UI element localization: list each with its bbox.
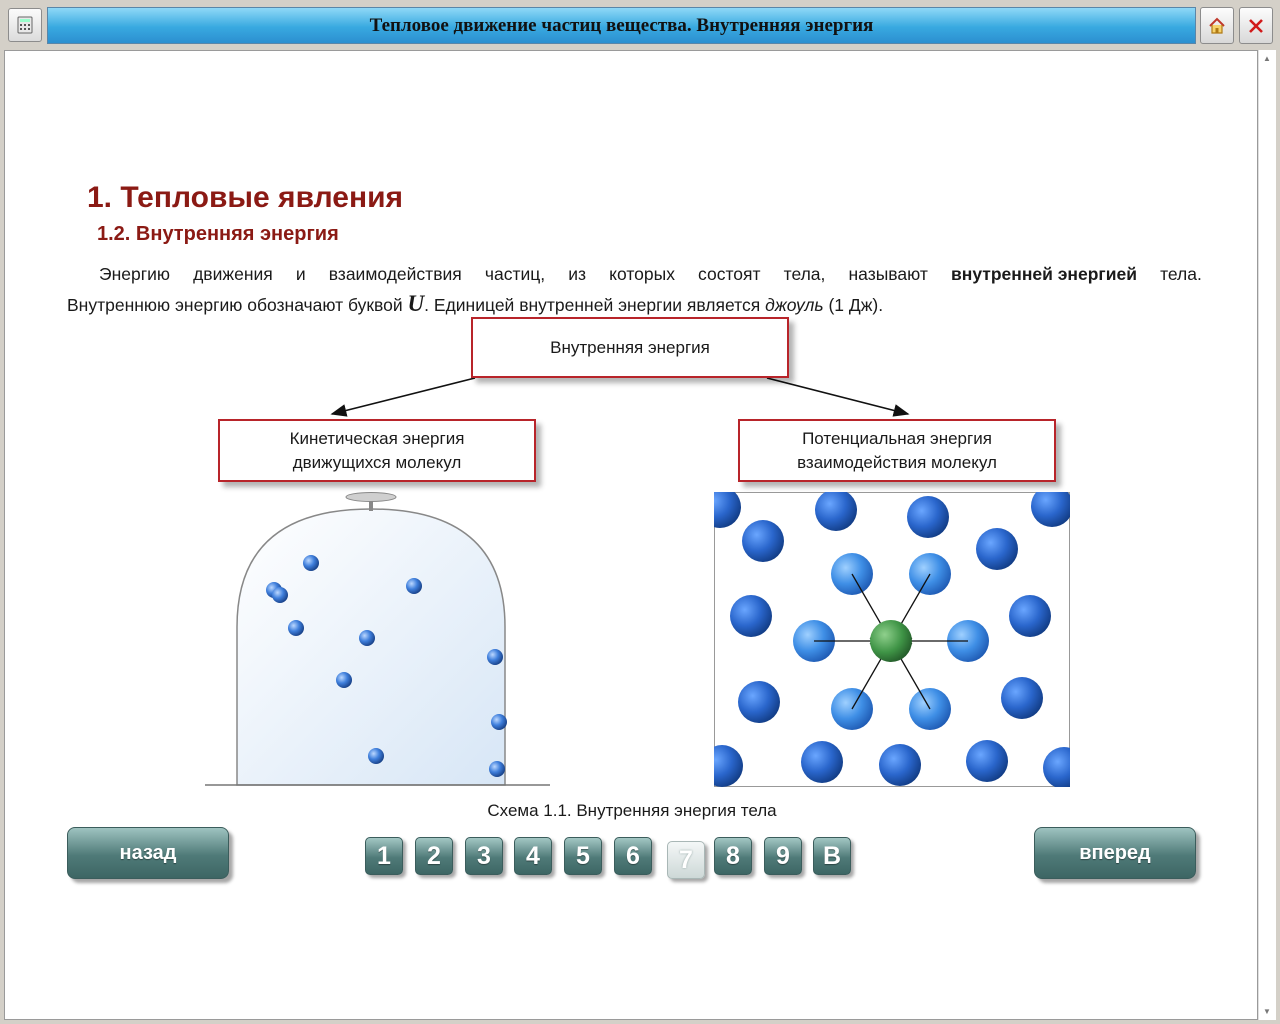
kinetic-label [290, 427, 465, 475]
lesson-content [4, 50, 1258, 1020]
unit-joule: джоуль [765, 295, 824, 315]
text-segment: (1 Дж). [828, 295, 884, 315]
potential-label [797, 427, 997, 475]
page-button-b[interactable]: В [813, 837, 851, 875]
kinetic-energy-box [218, 419, 536, 482]
word: которых [609, 264, 675, 284]
term-internal-energy: внутренней энергией [951, 264, 1137, 284]
text-segment: . Единицей внутренней энергии является [424, 295, 761, 315]
close-icon [1248, 18, 1264, 34]
word: и [295, 264, 306, 284]
back-button[interactable]: назад [67, 827, 229, 879]
page-button-1[interactable]: 1 [365, 837, 403, 875]
home-icon [1208, 17, 1226, 35]
word: Энергию [99, 264, 170, 284]
word: движения [193, 264, 273, 284]
potential-energy-box [738, 419, 1056, 482]
page-button-8[interactable]: 8 [714, 837, 752, 875]
potential-label-line-2: взаимодействия молекул [797, 452, 997, 472]
close-button[interactable] [1239, 7, 1273, 44]
page-button-3[interactable]: 3 [465, 837, 503, 875]
diagram-caption: Схема 1.1. Внутренняя энергия тела [487, 801, 777, 820]
symbol-u: U [407, 291, 425, 316]
window-title: Тепловое движение частиц вещества. Внутренняя энергия [369, 14, 874, 36]
molecular-lattice-illustration [714, 492, 1070, 787]
page-title: 1. Тепловые явления [87, 181, 404, 214]
word: взаимодействия [328, 264, 462, 284]
title-strip [47, 7, 1196, 44]
potential-label-line-1: Потенциальная энергия [802, 428, 992, 448]
vertical-scrollbar[interactable] [1258, 50, 1276, 1020]
page-button-2[interactable]: 2 [415, 837, 453, 875]
section-title: 1.2. Внутренняя энергия [97, 223, 339, 245]
word: состоят [698, 264, 761, 284]
word: из [568, 264, 587, 284]
diagram-root-box [471, 317, 789, 378]
kinetic-label-line-2: движущихся молекул [292, 452, 462, 472]
scroll-down-icon[interactable]: ▼ [1263, 1007, 1271, 1016]
word: тела. [1160, 264, 1202, 284]
central-molecule [870, 620, 912, 662]
calculator-icon[interactable] [8, 8, 42, 42]
scroll-up-icon[interactable]: ▲ [1263, 54, 1271, 63]
title-bar [0, 0, 1280, 50]
gas-bell-jar-illustration [195, 487, 555, 787]
page-button-4[interactable]: 4 [514, 837, 552, 875]
text-segment: Внутреннюю энергию обозначают буквой [67, 295, 403, 315]
page-button-7-current[interactable]: 7 [667, 841, 705, 879]
home-button[interactable] [1200, 7, 1234, 44]
word: называют [848, 264, 928, 284]
page-button-6[interactable]: 6 [614, 837, 652, 875]
page-button-9[interactable]: 9 [764, 837, 802, 875]
word: тела, [783, 264, 826, 284]
arrow-to-potential [767, 378, 908, 414]
arrow-to-kinetic [332, 378, 475, 414]
kinetic-label-line-1: Кинетическая энергия [289, 428, 465, 448]
word: частиц, [484, 264, 546, 284]
next-button[interactable]: вперед [1034, 827, 1196, 879]
page-button-5[interactable]: 5 [564, 837, 602, 875]
root-label: Внутренняя энергия [550, 337, 710, 357]
